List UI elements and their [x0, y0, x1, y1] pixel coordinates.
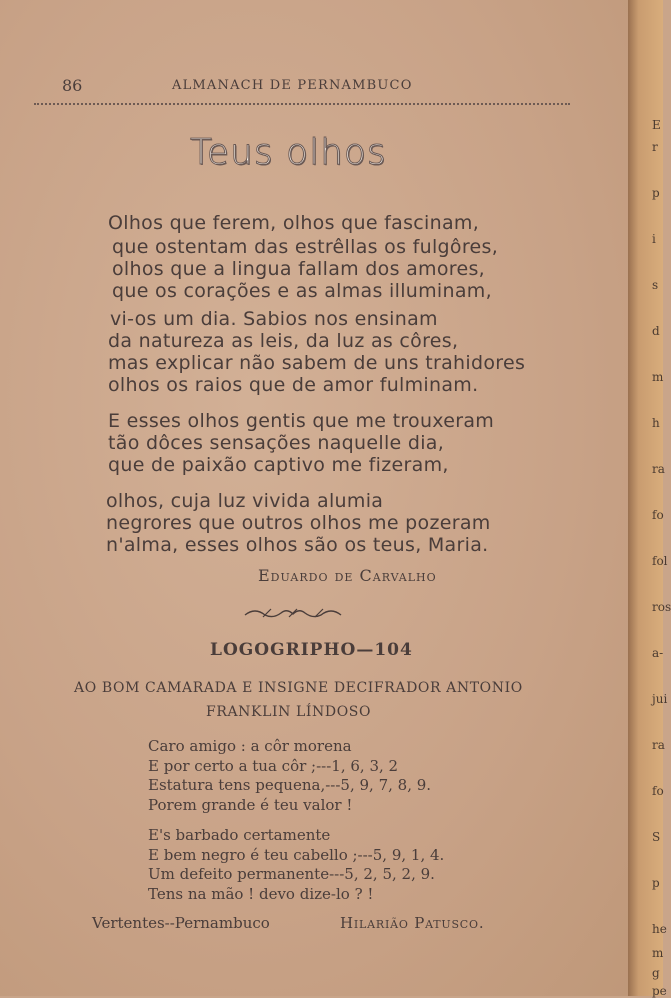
poem-line: vi-os um dia. Sabios nos ensinam — [110, 308, 438, 330]
adjacent-page-fragment: d — [652, 324, 660, 338]
adjacent-page-fragment: g — [652, 966, 660, 980]
poem-line: tão dôces sensações naquelle dia, — [108, 432, 445, 454]
verse-line: E's barbado certamente — [148, 826, 331, 844]
ornament-divider — [243, 605, 343, 621]
verse-line: Tens na mão ! devo dize-lo ? ! — [148, 884, 374, 903]
adjacent-page-fragment: s — [652, 278, 659, 292]
verse-line: Um defeito permanente---5, 2, 5, 2, 9. — [148, 865, 435, 883]
page-number: 86 — [62, 76, 83, 95]
poem-line: olhos os raios que de amor fulminam. — [108, 374, 479, 396]
adjacent-page-fragment: fo — [652, 784, 664, 798]
adjacent-page-fragment: pe — [652, 984, 667, 998]
poem-line: n'alma, esses olhos são os teus, Maria. — [106, 534, 489, 556]
poem-line: da natureza as leis, da luz as côres, — [108, 330, 459, 352]
adjacent-page-fragment: h — [652, 416, 660, 430]
poem-line: que ostentam das estrêllas os fulgôres, — [112, 236, 499, 258]
verse-line: Caro amigo : a côr morena — [148, 737, 352, 755]
poem-line: mas explicar não sabem de uns trahidores — [108, 352, 526, 374]
adjacent-page-fragment: E — [652, 118, 661, 132]
adjacent-page-fragment: fo — [652, 508, 664, 522]
running-head: ALMANACH DE PERNAMBUCO — [172, 78, 413, 93]
dedication-line-1: AO BOM CAMARADA E INSIGNE DECIFRADOR ANTONIO — [74, 680, 523, 696]
header-rule — [34, 103, 570, 105]
poem-title: Teus olhos — [190, 132, 387, 173]
adjacent-page-fragment: fol — [652, 554, 668, 568]
adjacent-page-fragment: p — [652, 876, 660, 890]
adjacent-page-fragment: r — [652, 140, 658, 154]
adjacent-page-fragment: p — [652, 186, 660, 200]
adjacent-page-fragment: S — [652, 830, 661, 844]
poem-line: que de paixão captivo me fizeram, — [108, 454, 449, 476]
poem-line: olhos que a lingua fallam dos amores, — [112, 258, 486, 280]
verse-line: E bem negro é teu cabello ;---5, 9, 1, 4. — [148, 845, 445, 864]
adjacent-page-fragment: i — [652, 232, 656, 246]
adjacent-page-fragment: ra — [652, 738, 665, 752]
poem-line: olhos, cuja luz vivida alumia — [106, 490, 384, 512]
adjacent-page-fragment: ra — [652, 462, 665, 476]
poem-line: negrores que outros olhos me pozeram — [106, 512, 491, 534]
adjacent-page-fragment: he — [652, 922, 667, 936]
adjacent-page-fragment: m — [652, 370, 664, 384]
place-line: Vertentes--Pernambuco — [92, 914, 270, 932]
adjacent-page-edge — [628, 0, 671, 998]
poem-line: que os corações e as almas illuminam, — [112, 280, 492, 302]
logogripho-title: LOGOGRIPHO—104 — [210, 640, 413, 660]
verse-line: E por certo a tua côr ;---1, 6, 3, 2 — [148, 756, 399, 775]
poem-line: E esses olhos gentis que me trouxeram — [108, 410, 495, 432]
poem-author: Eduardo de Carvalho — [258, 566, 437, 585]
adjacent-page-fragment: jui — [652, 692, 668, 706]
adjacent-page-fragment: ros — [652, 600, 671, 614]
verse-line: Porem grande é teu valor ! — [148, 795, 353, 814]
verse-line: Estatura tens pequena,---5, 9, 7, 8, 9. — [148, 776, 432, 794]
page-header — [0, 76, 628, 96]
poem-line: Olhos que ferem, olhos que fascinam, — [108, 212, 480, 234]
adjacent-page-fragment: m — [652, 946, 664, 960]
signature: Hilarião Patusco. — [340, 914, 485, 932]
adjacent-page-fragment: a- — [652, 646, 664, 660]
dedication-line-2: FRANKLIN LÍNDOSO — [206, 704, 372, 720]
